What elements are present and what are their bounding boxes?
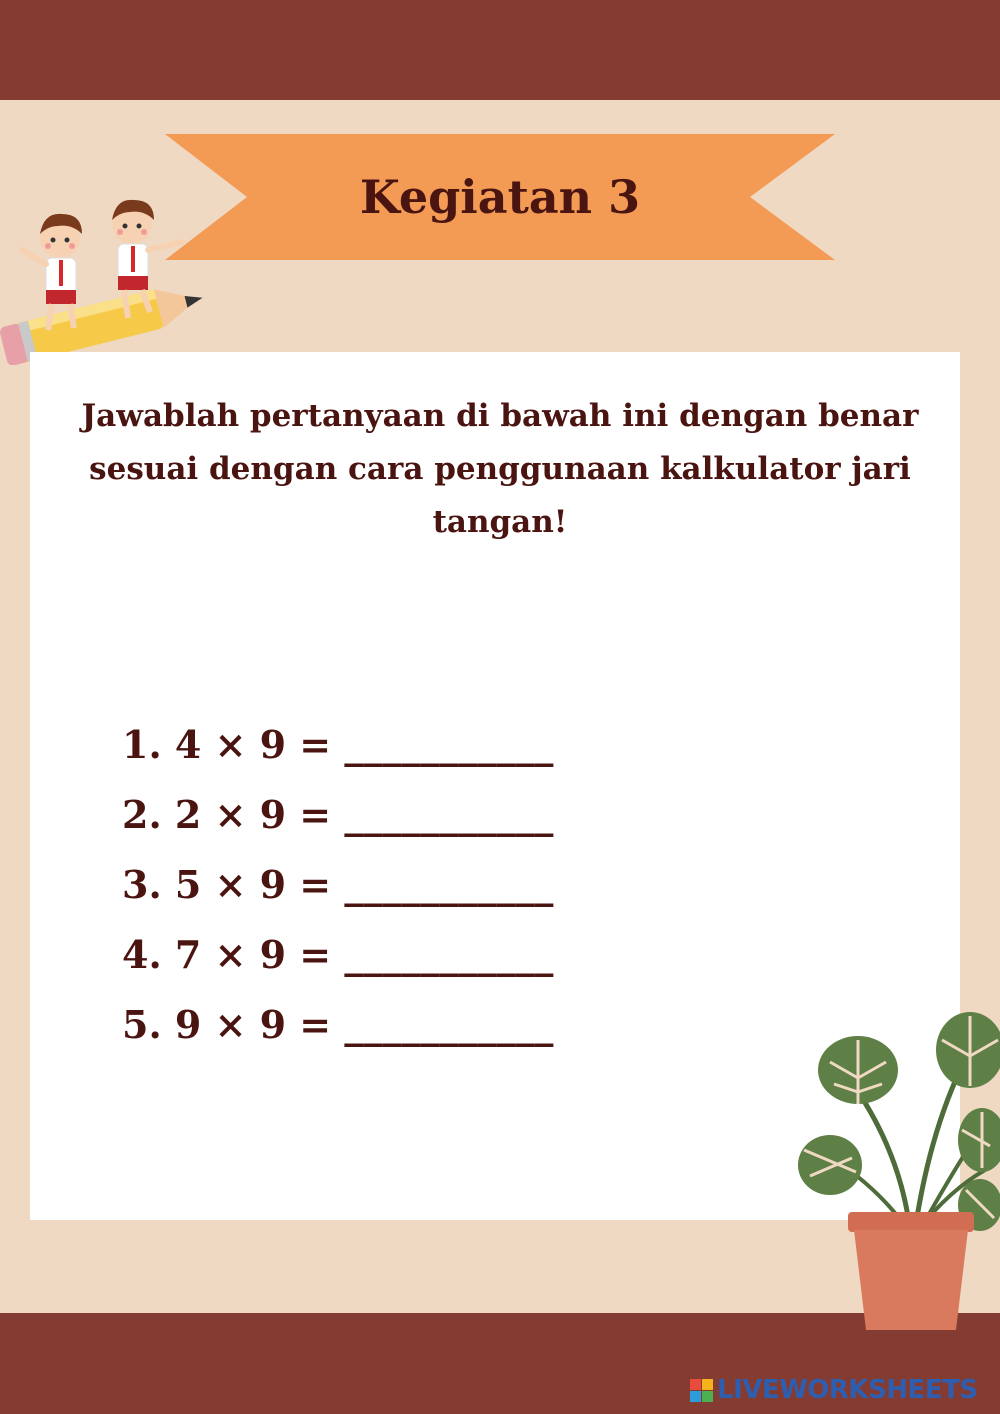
instruction-line: Jawablah pertanyaan di bawah ini dengan benar xyxy=(81,398,919,434)
potted-plant-illustration xyxy=(790,1000,1000,1344)
instruction-line: sesuai dengan cara penggunaan kalkulator jari xyxy=(89,451,911,487)
liveworksheets-logo[interactable] xyxy=(690,1374,978,1406)
page-title: Kegiatan 3 xyxy=(359,170,641,224)
instruction-line: tangan! xyxy=(432,504,568,540)
top-frame-bar xyxy=(0,0,1000,100)
kids-on-pencil-illustration xyxy=(0,190,215,369)
footer-brand: LIVEWORKSHEETS xyxy=(717,1375,978,1405)
liveworksheets-logo-icon xyxy=(690,1379,713,1402)
question-item[interactable]: 5. 9 × 9 = ___________ xyxy=(122,1002,554,1047)
title-banner xyxy=(165,134,835,260)
question-item[interactable]: 2. 2 × 9 = ___________ xyxy=(122,792,554,837)
question-list xyxy=(122,710,722,1060)
question-item[interactable]: 4. 7 × 9 = ___________ xyxy=(122,932,554,977)
question-item[interactable]: 3. 5 × 9 = ___________ xyxy=(122,862,554,907)
question-item[interactable]: 1. 4 × 9 = ___________ xyxy=(122,722,554,767)
instruction-text xyxy=(70,390,930,549)
